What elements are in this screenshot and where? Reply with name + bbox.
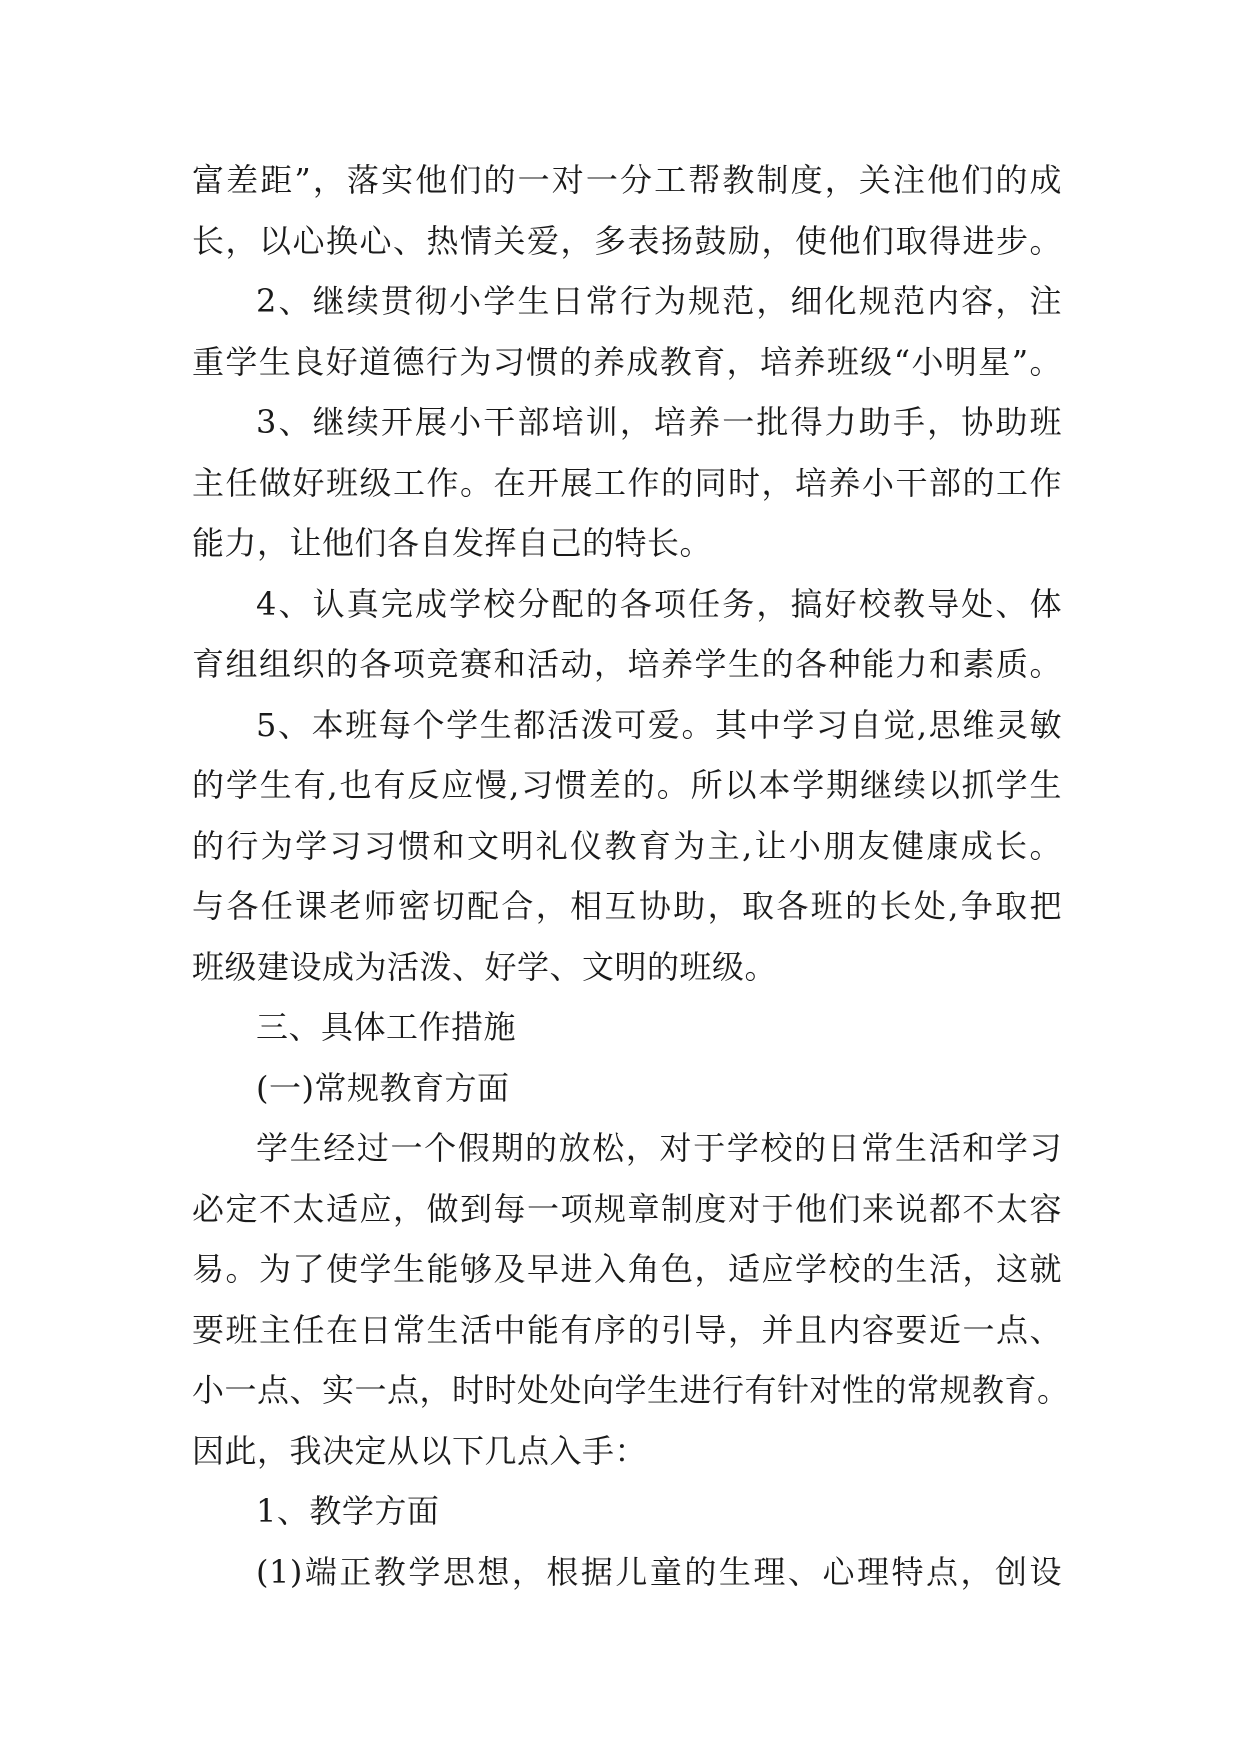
text-line: 班级建设成为活泼、好学、文明的班级。	[192, 947, 778, 986]
text-line: 2、继续贯彻小学生日常行为规范，细化规范内容，注	[256, 282, 1062, 320]
text-line: 1、教学方面	[256, 1492, 440, 1530]
text-line: 因此，我决定从以下几点入手：	[192, 1431, 648, 1470]
text-line: 学生经过一个假期的放松，对于学校的日常生活和学习	[256, 1129, 1062, 1167]
text-line: 要班主任在日常生活中能有序的引导，并且内容要近一点、	[192, 1310, 1062, 1349]
text-line: 三、具体工作措施	[256, 1008, 517, 1046]
text-line: 的行为学习习惯和文明礼仪教育为主,让小朋友健康成长。	[192, 826, 1062, 865]
text-line: 的学生有,也有反应慢,习惯差的。所以本学期继续以抓学生	[192, 766, 1062, 804]
text-line: 5、本班每个学生都活泼可爱。其中学习自觉,思维灵敏	[256, 705, 1062, 744]
text-line: 3、继续开展小干部培训，培养一批得力助手，协助班	[256, 403, 1062, 441]
text-line: 易。为了使学生能够及早进入角色，适应学校的生活，这就	[192, 1250, 1062, 1288]
text-line: 富差距”，落实他们的一对一分工帮教制度，关注他们的成	[192, 161, 1062, 199]
text-line: 小一点、实一点，时时处处向学生进行有针对性的常规教育。	[192, 1371, 1070, 1409]
text-line: 育组组织的各项竞赛和活动，培养学生的各种能力和素质。	[192, 645, 1062, 683]
text-line: 长，以心换心、热情关爱，多表扬鼓励，使他们取得进步。	[192, 221, 1062, 260]
text-line: 4、认真完成学校分配的各项任务，搞好校教导处、体	[256, 584, 1062, 623]
text-line: 主任做好班级工作。在开展工作的同时，培养小干部的工作	[192, 463, 1062, 502]
text-line: (一)常规教育方面	[256, 1068, 510, 1107]
text-line: 与各任课老师密切配合，相互协助，取各班的长处,争取把	[192, 887, 1062, 925]
text-line: 能力，让他们各自发挥自己的特长。	[192, 524, 713, 562]
text-line: (1)端正教学思想，根据儿童的生理、心理特点，创设	[256, 1552, 1062, 1591]
document-body	[192, 150, 1070, 1602]
text-line: 必定不太适应，做到每一项规章制度对于他们来说都不太容	[192, 1189, 1062, 1228]
text-line: 重学生良好道德行为习惯的养成教育，培养班级“小明星”。	[192, 342, 1062, 381]
